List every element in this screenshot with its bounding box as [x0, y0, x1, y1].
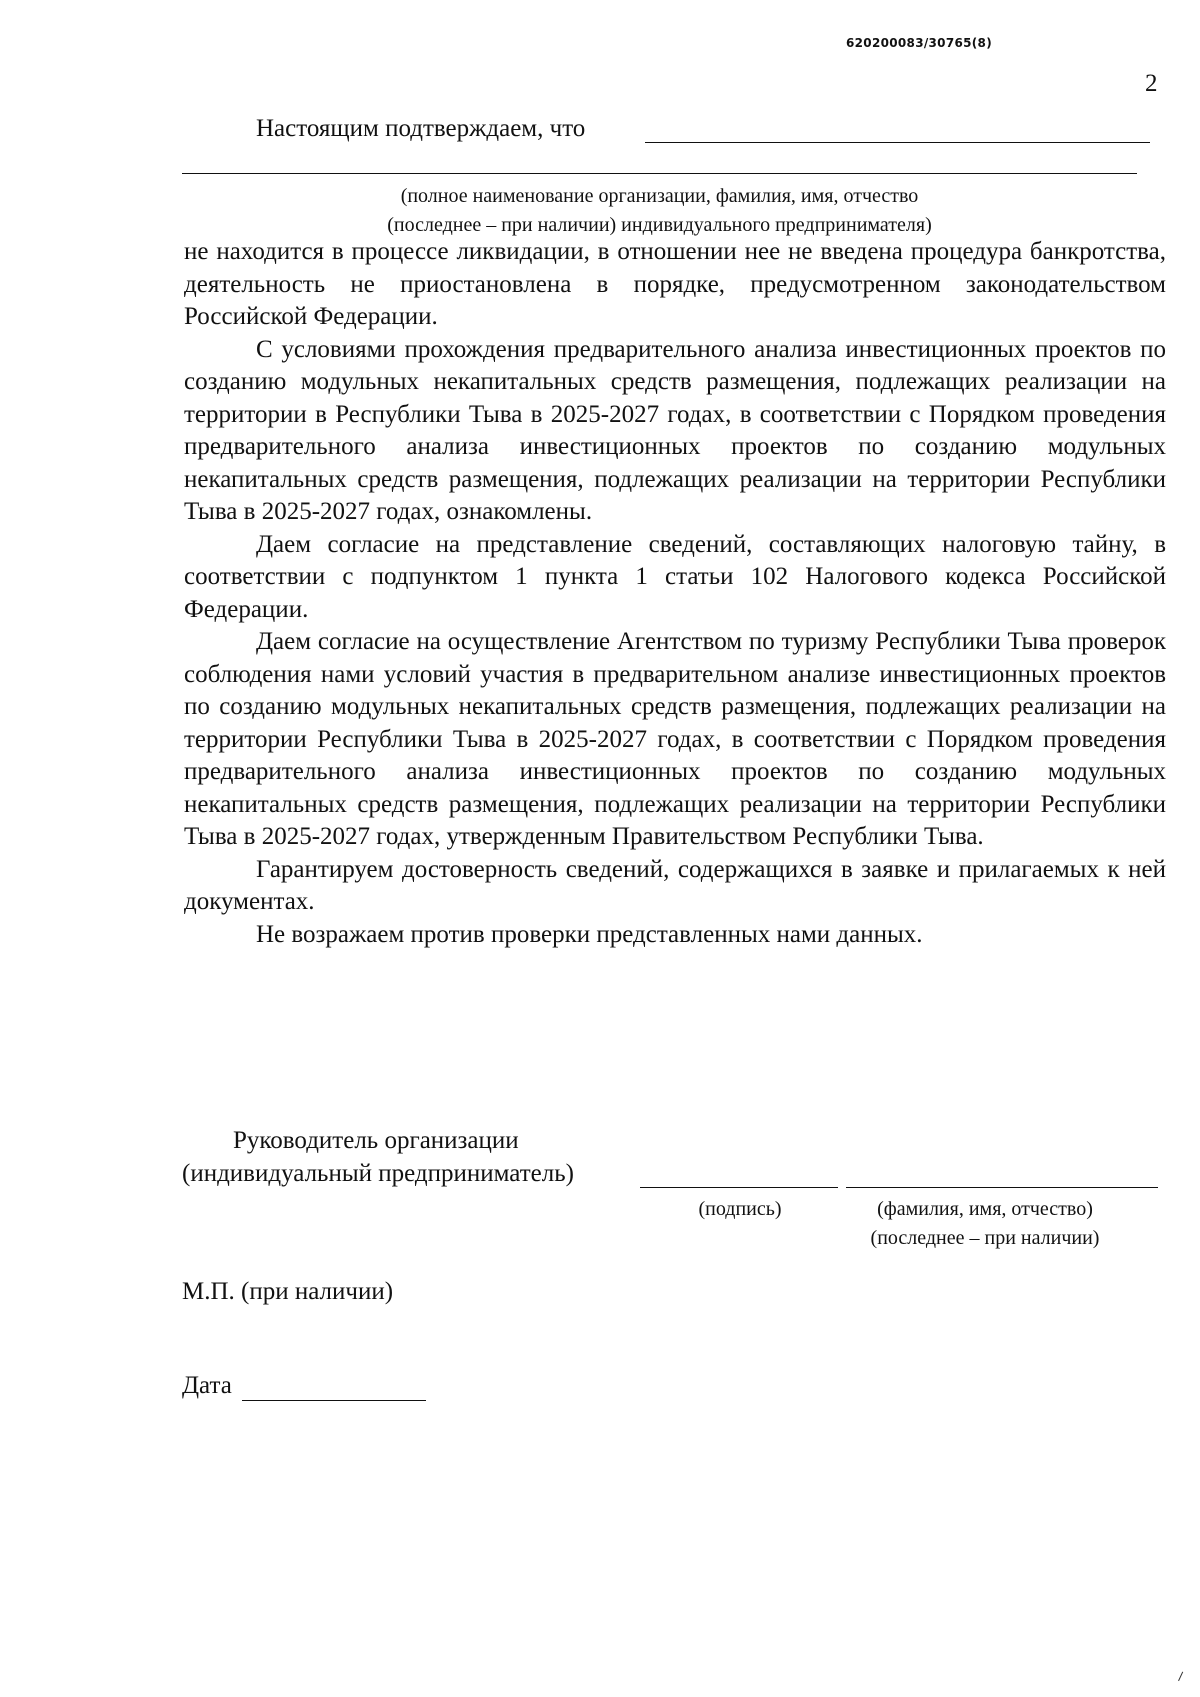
scan-mark [1178, 1672, 1186, 1683]
full-name-caption-line-2: (последнее – при наличии) [870, 1227, 1100, 1249]
stamp-label: М.П. (при наличии) [182, 1278, 394, 1305]
paragraph-tax-secret-consent: Даем согласие на представление сведений, составляющих налоговую тайну, в соответствии с подпунктом 1 пункта 1 статьи 102 Налогового кодекса Российской Федерации. [184, 530, 1166, 623]
paragraph-not-in-liquidation: не находится в процессе ликвидации, в отношении нее не введена процедура банкротства, деятельность не приостановлена в порядке, предусмотренном законодательством Российской Федерации. [184, 238, 1166, 330]
date-blank-line [242, 1400, 426, 1401]
organization-name-blank-line-1 [645, 142, 1150, 143]
organization-caption-line-1: (полное наименование организации, фамилия, имя, отчество [400, 185, 919, 207]
organization-name-blank-line-2 [182, 173, 1137, 174]
signature-blank-line [640, 1187, 838, 1188]
paragraph-inspection-consent: Даем согласие на осуществление Агентством по туризму Республики Тыва проверок соблюдения нами условий участия в предварительном анализе инвестиционных проектов по созданию модульных некапитальных средств размещения, подлежащих реализации на территории Республики Тыва в 2025-2027 годах, в соответствии с Порядком проведения предварительного анализа инвестиционных проектов по созданию модульных некапитальных средств размещения, подлежащих реализации на территории Республики Тыва в 2025-2027 годах, утвержденным Правительством Республики Тыва. [184, 628, 1166, 850]
confirm-lead: Настоящим подтверждаем, что [256, 115, 586, 142]
full-name-caption [840, 1195, 1130, 1253]
paragraph-reliability-guarantee: Гарантируем достоверность сведений, содержащихся в заявке и прилагаемых к ней документах. [184, 855, 1166, 915]
signature-head-label: Руководитель организации [233, 1127, 519, 1154]
full-name-blank-line [846, 1187, 1158, 1188]
date-label: Дата [182, 1372, 232, 1399]
paragraph-conditions-acknowledged: С условиями прохождения предварительного анализа инвестиционных проектов по созданию модульных некапитальных средств размещения, подлежащих реализации на территории в Республики Тыва в 2025-2027 годах, в соответствии с Порядком проведения предварительного анализа инвестиционных проектов по созданию модульных некапитальных средств размещения, подлежащих реализации на территории Республики Тыва в 2025-2027 годах, ознакомлены. [184, 335, 1166, 525]
organization-caption-line-2: (последнее – при наличии) индивидуального предпринимателя) [387, 214, 932, 236]
organization-name-caption [182, 182, 1137, 240]
full-name-caption-line-1: (фамилия, имя, отчество) [877, 1198, 1093, 1220]
page-number: 2 [1145, 70, 1158, 97]
signature-caption: (подпись) [698, 1198, 782, 1220]
document-id: 620200083/30765(8) [846, 36, 992, 50]
paragraph-no-objection: Не возражаем против проверки представленных нами данных. [256, 920, 923, 948]
document-body [184, 236, 1166, 951]
signature-role-label: (индивидуальный предприниматель) [182, 1160, 574, 1187]
